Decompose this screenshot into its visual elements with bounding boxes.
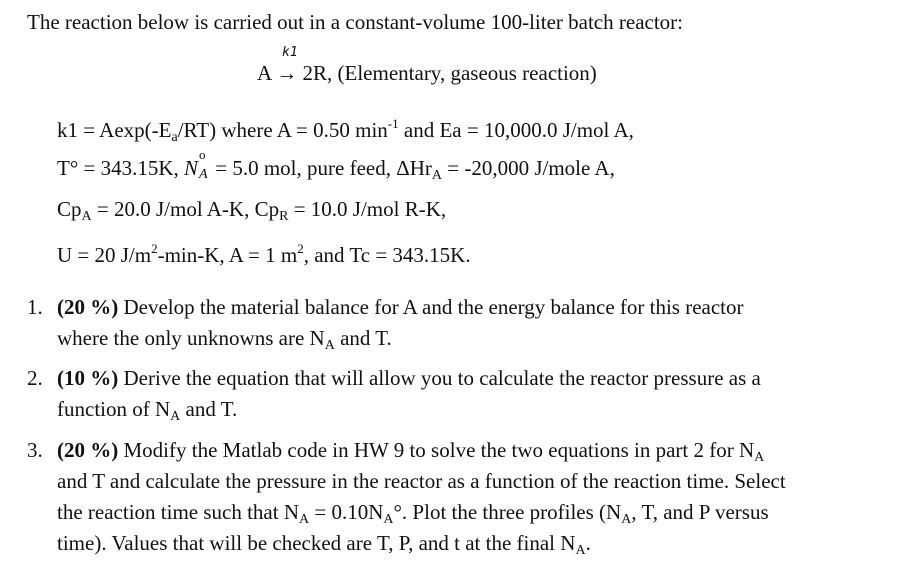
- question-sub: A: [621, 512, 632, 527]
- question-text: °. Plot the three profiles (N: [393, 500, 622, 524]
- question-weight: (10 %): [57, 366, 119, 390]
- question-text: time). Values that will be checked are T, P, and t at the final N: [57, 531, 576, 555]
- question-text: function of N: [57, 397, 171, 421]
- question-3-number: 3.: [27, 438, 43, 462]
- question-text: and T.: [180, 397, 238, 421]
- question-3-line-3: [57, 500, 769, 532]
- param-sup: 2: [151, 241, 158, 256]
- param-sub: A: [431, 168, 442, 183]
- param-text: = 5.0 mol, pure feed, ΔHr: [210, 156, 432, 180]
- param-text: , and Tc = 343.15K.: [303, 243, 471, 267]
- param-sub: R: [279, 209, 289, 224]
- question-sub: A: [324, 338, 335, 353]
- question-3-line-2: [57, 469, 786, 493]
- question-weight: (20 %): [57, 295, 119, 319]
- param-text: Cp: [57, 197, 82, 221]
- param-sub: a: [171, 130, 178, 145]
- param-line-1: [57, 112, 634, 150]
- param-sup: o: [199, 147, 206, 162]
- param-text: and Ea = 10,000.0 J/mol A,: [398, 118, 634, 142]
- question-text: the reaction time such that N: [57, 500, 300, 524]
- param-text: /RT) where A = 0.50 min: [177, 118, 388, 142]
- param-text: k1 = Aexp(-E: [57, 118, 172, 142]
- question-text: , T, and P versus: [631, 500, 769, 524]
- question-text: where the only unknowns are N: [57, 326, 325, 350]
- question-3-line-4: [57, 531, 591, 563]
- product: 2R,: [302, 61, 333, 85]
- param-supsub: [198, 147, 210, 182]
- question-text: Modify the Matlab code in HW 9 to solve the two equations in part 2 for N: [118, 438, 755, 462]
- question-sub: A: [575, 543, 586, 558]
- reaction-arrow: →: [276, 61, 298, 85]
- reaction-note: (Elementary, gaseous reaction): [337, 61, 597, 85]
- rate-constant-label: k1: [282, 45, 298, 60]
- question-text: = 0.10N: [309, 500, 384, 524]
- param-text: = 10.0 J/mol R-K,: [288, 197, 447, 221]
- param-line-4: [57, 237, 471, 267]
- question-1-line-1: [57, 295, 744, 319]
- param-text: -min-K, A = 1 m: [157, 243, 298, 267]
- question-2-line-1: [57, 366, 761, 390]
- param-sub: A: [81, 209, 92, 224]
- question-1-number: 1.: [27, 295, 43, 319]
- question-weight: (20 %): [57, 438, 119, 462]
- param-text: T° = 343.15K,: [57, 156, 184, 180]
- question-text: .: [585, 531, 591, 555]
- intro-text: The reaction below is carried out in a constant-volume 100-liter batch reactor:: [27, 10, 683, 34]
- param-text: U = 20 J/m: [57, 243, 152, 267]
- question-text: and T.: [334, 326, 392, 350]
- reactant: A: [257, 61, 272, 85]
- param-text: = -20,000 J/mole A,: [442, 156, 615, 180]
- param-sup: -1: [387, 116, 399, 131]
- param-text: = 20.0 J/mol A-K, Cp: [91, 197, 280, 221]
- param-line-2: [57, 147, 615, 188]
- question-sub: A: [754, 450, 765, 465]
- question-2-line-2: [57, 397, 237, 429]
- question-3-line-1: [57, 438, 764, 470]
- param-line-3: [57, 197, 446, 229]
- param-symbol: N: [183, 156, 198, 180]
- question-text: and T and calculate the pressure in the reactor as a function of the reaction time. Select: [57, 469, 786, 493]
- question-sub: A: [299, 512, 310, 527]
- param-sup: 2: [297, 241, 304, 256]
- question-sub: A: [170, 409, 181, 424]
- question-sub: A: [383, 512, 394, 527]
- question-2-number: 2.: [27, 366, 43, 390]
- question-text: Develop the material balance for A and the energy balance for this reactor: [118, 295, 744, 319]
- question-text: Derive the equation that will allow you to calculate the reactor pressure as a: [118, 366, 761, 390]
- param-sub: A: [199, 167, 208, 182]
- question-1-line-2: [57, 326, 392, 358]
- reaction-equation: [257, 61, 597, 85]
